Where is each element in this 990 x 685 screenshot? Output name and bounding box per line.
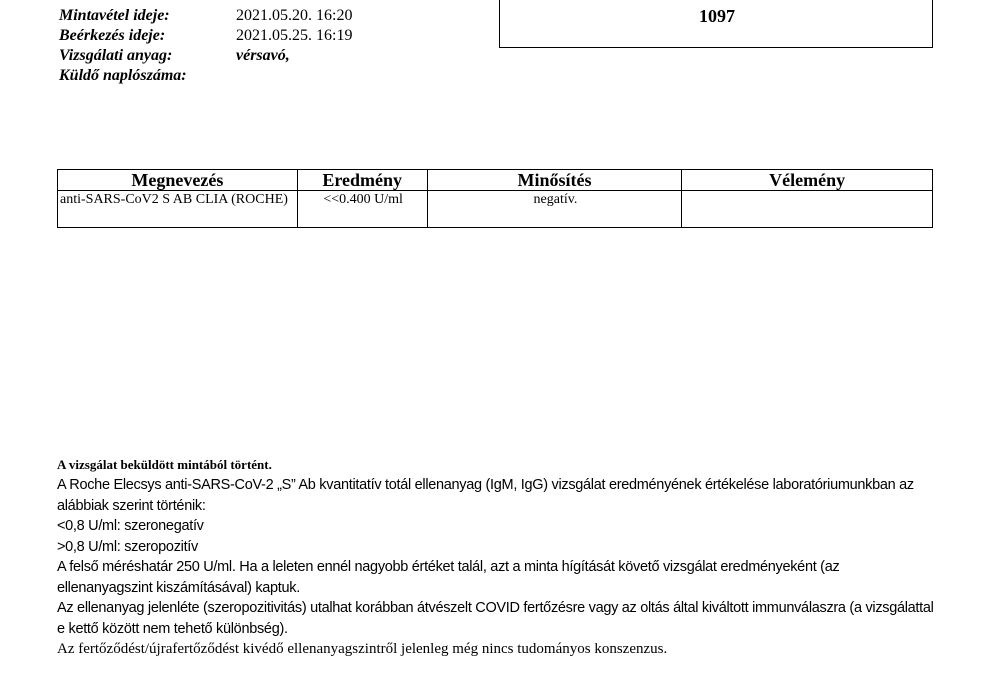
material-value: vérsavó,	[236, 47, 290, 64]
notes-heading: A vizsgálat beküldött mintából történt.	[57, 457, 272, 472]
header-name: Megnevezés	[58, 170, 298, 191]
test-qualification: negatív.	[427, 191, 682, 228]
notes-section	[57, 455, 937, 659]
results-table	[57, 169, 933, 228]
notes-paragraph-2: A felső méréshatár 250 U/ml. Ha a leleten ennél nagyobb értéket talál, azt a minta hígítását követő vizsgálat eredményeként (az ellenanyagszint kiszámításával) kaptuk.	[57, 559, 840, 596]
table-row	[58, 191, 933, 228]
arrival-time-label: Beérkezés ideje:	[59, 27, 166, 44]
test-result: <<0.400 U/ml	[297, 191, 427, 228]
arrival-time-value: 2021.05.25. 16:19	[236, 27, 353, 44]
header-result: Eredmény	[297, 170, 427, 191]
header-qualification: Minősítés	[427, 170, 682, 191]
threshold-positive: >0,8 U/ml: szeropozitív	[57, 538, 198, 555]
test-opinion	[682, 191, 933, 228]
header-opinion: Vélemény	[682, 170, 933, 191]
results-header-row	[58, 170, 933, 191]
notes-paragraph-3: Az ellenanyag jelenléte (szeropozitivitás) utalhat korábban átvészelt COVID fertőzésre vagy az oltás által kiváltott immunválaszra (a vizsgálattal e kettő között nem tehető különbség).	[57, 600, 934, 637]
sampling-time-value: 2021.05.20. 16:20	[236, 7, 353, 24]
notes-paragraph-4: Az fertőződést/újrafertőződést kivédő ellenanyagszintről jelenleg még nincs tudományos konszenzus.	[57, 641, 668, 657]
log-number-label: Küldő naplószáma:	[59, 67, 187, 84]
material-label: Vizsgálati anyag:	[59, 47, 173, 64]
address-postal-code: 1097	[699, 6, 735, 26]
address-box	[499, 0, 933, 48]
test-name: anti-SARS-CoV2 S AB CLIA (ROCHE)	[58, 191, 298, 228]
sampling-time-label: Mintavétel ideje:	[59, 7, 170, 24]
threshold-negative: <0,8 U/ml: szeronegatív	[57, 518, 204, 534]
notes-paragraph-1: A Roche Elecsys anti-SARS-CoV-2 „S” Ab kvantitatív totál ellenanyag (IgM, IgG) vizsgálat eredményének értékelése laboratóriumunkban az alábbiak szerint történik:	[57, 477, 914, 514]
